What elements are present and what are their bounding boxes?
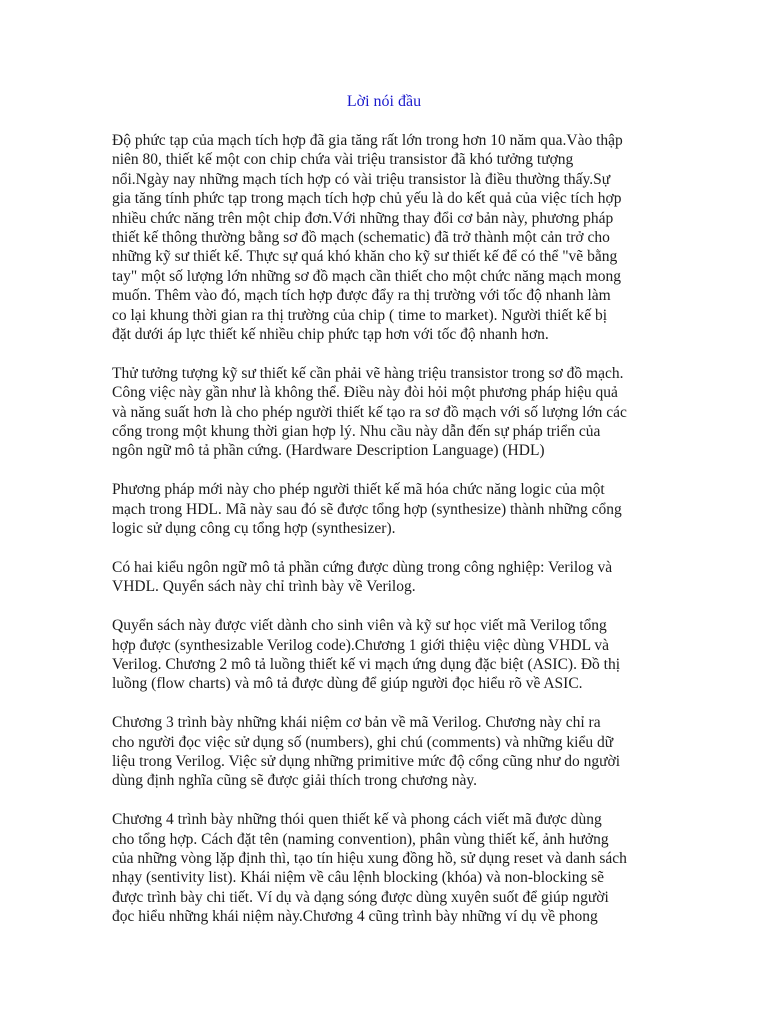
- text-line: cho người đọc việc sử dụng số (numbers), ghi chú (comments) và những kiểu dữ: [112, 733, 614, 751]
- paragraph: [112, 480, 660, 538]
- text-line: Độ phức tạp của mạch tích hợp đã gia tăng rất lớn trong hơn 10 năm qua.Vào thập: [112, 132, 623, 149]
- text-line: Chương 4 trình bày những thói quen thiết kế và phong cách viết mã được dùng: [112, 811, 602, 829]
- text-line: Quyển sách này được viết dành cho sinh viên và kỹ sư học viết mã Verilog tổng: [112, 617, 607, 635]
- text-line: mạch trong HDL. Mã này sau đó sẽ được tổng hợp (synthesize) thành những cổng: [112, 500, 622, 518]
- document-title: Lời nói đầu: [346, 93, 422, 110]
- text-line: đặt dưới áp lực thiết kế nhiều chip phức tạp hơn với tốc độ nhanh hơn.: [112, 326, 549, 344]
- text-line: và năng suất hơn là cho phép người thiết kế tạo ra sơ đồ mạch với số lượng lớn các: [112, 403, 627, 421]
- text-line: Phương pháp mới này cho phép người thiết kế mã hóa chức năng logic của một: [112, 481, 605, 499]
- paragraph: [112, 131, 660, 344]
- text-line: nhạy (sentivity list). Khái niệm về câu lệnh blocking (khóa) và non-blocking sẽ: [112, 869, 605, 887]
- paragraph: [112, 810, 660, 926]
- text-line: co lại khung thời gian ra thị trường của chip ( time to market). Người thiết kế bị: [112, 306, 608, 324]
- text-line: hợp được (synthesizable Verilog code).Chương 1 giới thiệu việc dùng VHDL và: [112, 636, 609, 654]
- text-line: của những vòng lặp định thì, tạo tín hiệu xung đồng hồ, sử dụng reset và danh sách: [112, 849, 627, 867]
- text-line: Verilog. Chương 2 mô tả luồng thiết kế vi mạch ứng dụng đặc biệt (ASIC). Đồ thị: [112, 655, 621, 673]
- text-line: dùng định nghĩa cũng sẽ được giải thích trong chương này.: [112, 772, 477, 790]
- text-line: đọc hiểu những khái niệm này.Chương 4 cũng trình bày những ví dụ về phong: [112, 908, 598, 926]
- text-line: ngôn ngữ mô tả phần cứng. (Hardware Description Language) (HDL): [112, 442, 545, 460]
- text-line: Chương 3 trình bày những khái niệm cơ bản về mã Verilog. Chương này chỉ ra: [112, 714, 601, 732]
- text-line: gia tăng tính phức tạp trong mạch tích hợp chủ yếu là do kết quả của việc tích hợp: [112, 190, 622, 208]
- text-line: những kỹ sư thiết kế. Thực sự quá khó khăn cho kỹ sư thiết kế để có thể "vẽ bằng: [112, 248, 618, 266]
- text-line: Công việc này gần như là không thể. Điều này đòi hỏi một phương pháp hiệu quả: [112, 384, 618, 402]
- text-line: VHDL. Quyển sách này chỉ trình bày về Verilog.: [112, 578, 416, 596]
- text-line: Thử tưởng tượng kỹ sư thiết kế cần phải vẽ hàng triệu transistor trong sơ đồ mạch.: [112, 364, 624, 382]
- text-line: luồng (flow charts) và mô tả được dùng để giúp người đọc hiểu rõ về ASIC.: [112, 675, 583, 693]
- document-body: [112, 131, 660, 946]
- text-line: liệu trong Verilog. Việc sử dụng những primitive mức độ cổng cũng như do người: [112, 752, 621, 770]
- text-line: nổi.Ngày nay những mạch tích hợp có vài triệu transistor là điều thường thấy.Sự: [112, 170, 611, 188]
- text-line: cổng trong một khung thời gian hợp lý. Nhu cầu này dẫn đến sự pháp triển của: [112, 423, 601, 441]
- text-line: nhiều chức năng trên một chip đơn.Với những thay đổi cơ bản này, phương pháp: [112, 209, 614, 227]
- paragraph: [112, 616, 660, 694]
- text-line: thiết kế thông thường bằng sơ đồ mạch (schematic) đã trở thành một cản trở cho: [112, 229, 610, 247]
- text-line: niên 80, thiết kế một con chip chứa vài triệu transistor đã khó tưởng tượng: [112, 151, 574, 169]
- paragraph: [112, 558, 660, 597]
- text-line: được trình bày chi tiết. Ví dụ và dạng sóng được dùng xuyên suốt để giúp người: [112, 888, 609, 906]
- paragraph: [112, 713, 660, 791]
- text-line: tay" một số lượng lớn những sơ đồ mạch cần thiết cho một chức năng mạch mong: [112, 267, 621, 285]
- paragraph: [112, 364, 660, 461]
- text-line: logic sử dụng công cụ tổng hợp (synthesizer).: [112, 520, 396, 538]
- text-line: muốn. Thêm vào đó, mạch tích hợp được đẩy ra thị trường với tốc độ nhanh làm: [112, 287, 611, 305]
- text-line: Có hai kiểu ngôn ngữ mô tả phần cứng được dùng trong công nghiệp: Verilog và: [112, 558, 613, 576]
- text-line: cho tổng hợp. Cách đặt tên (naming convention), phân vùng thiết kế, ảnh hưởng: [112, 830, 609, 848]
